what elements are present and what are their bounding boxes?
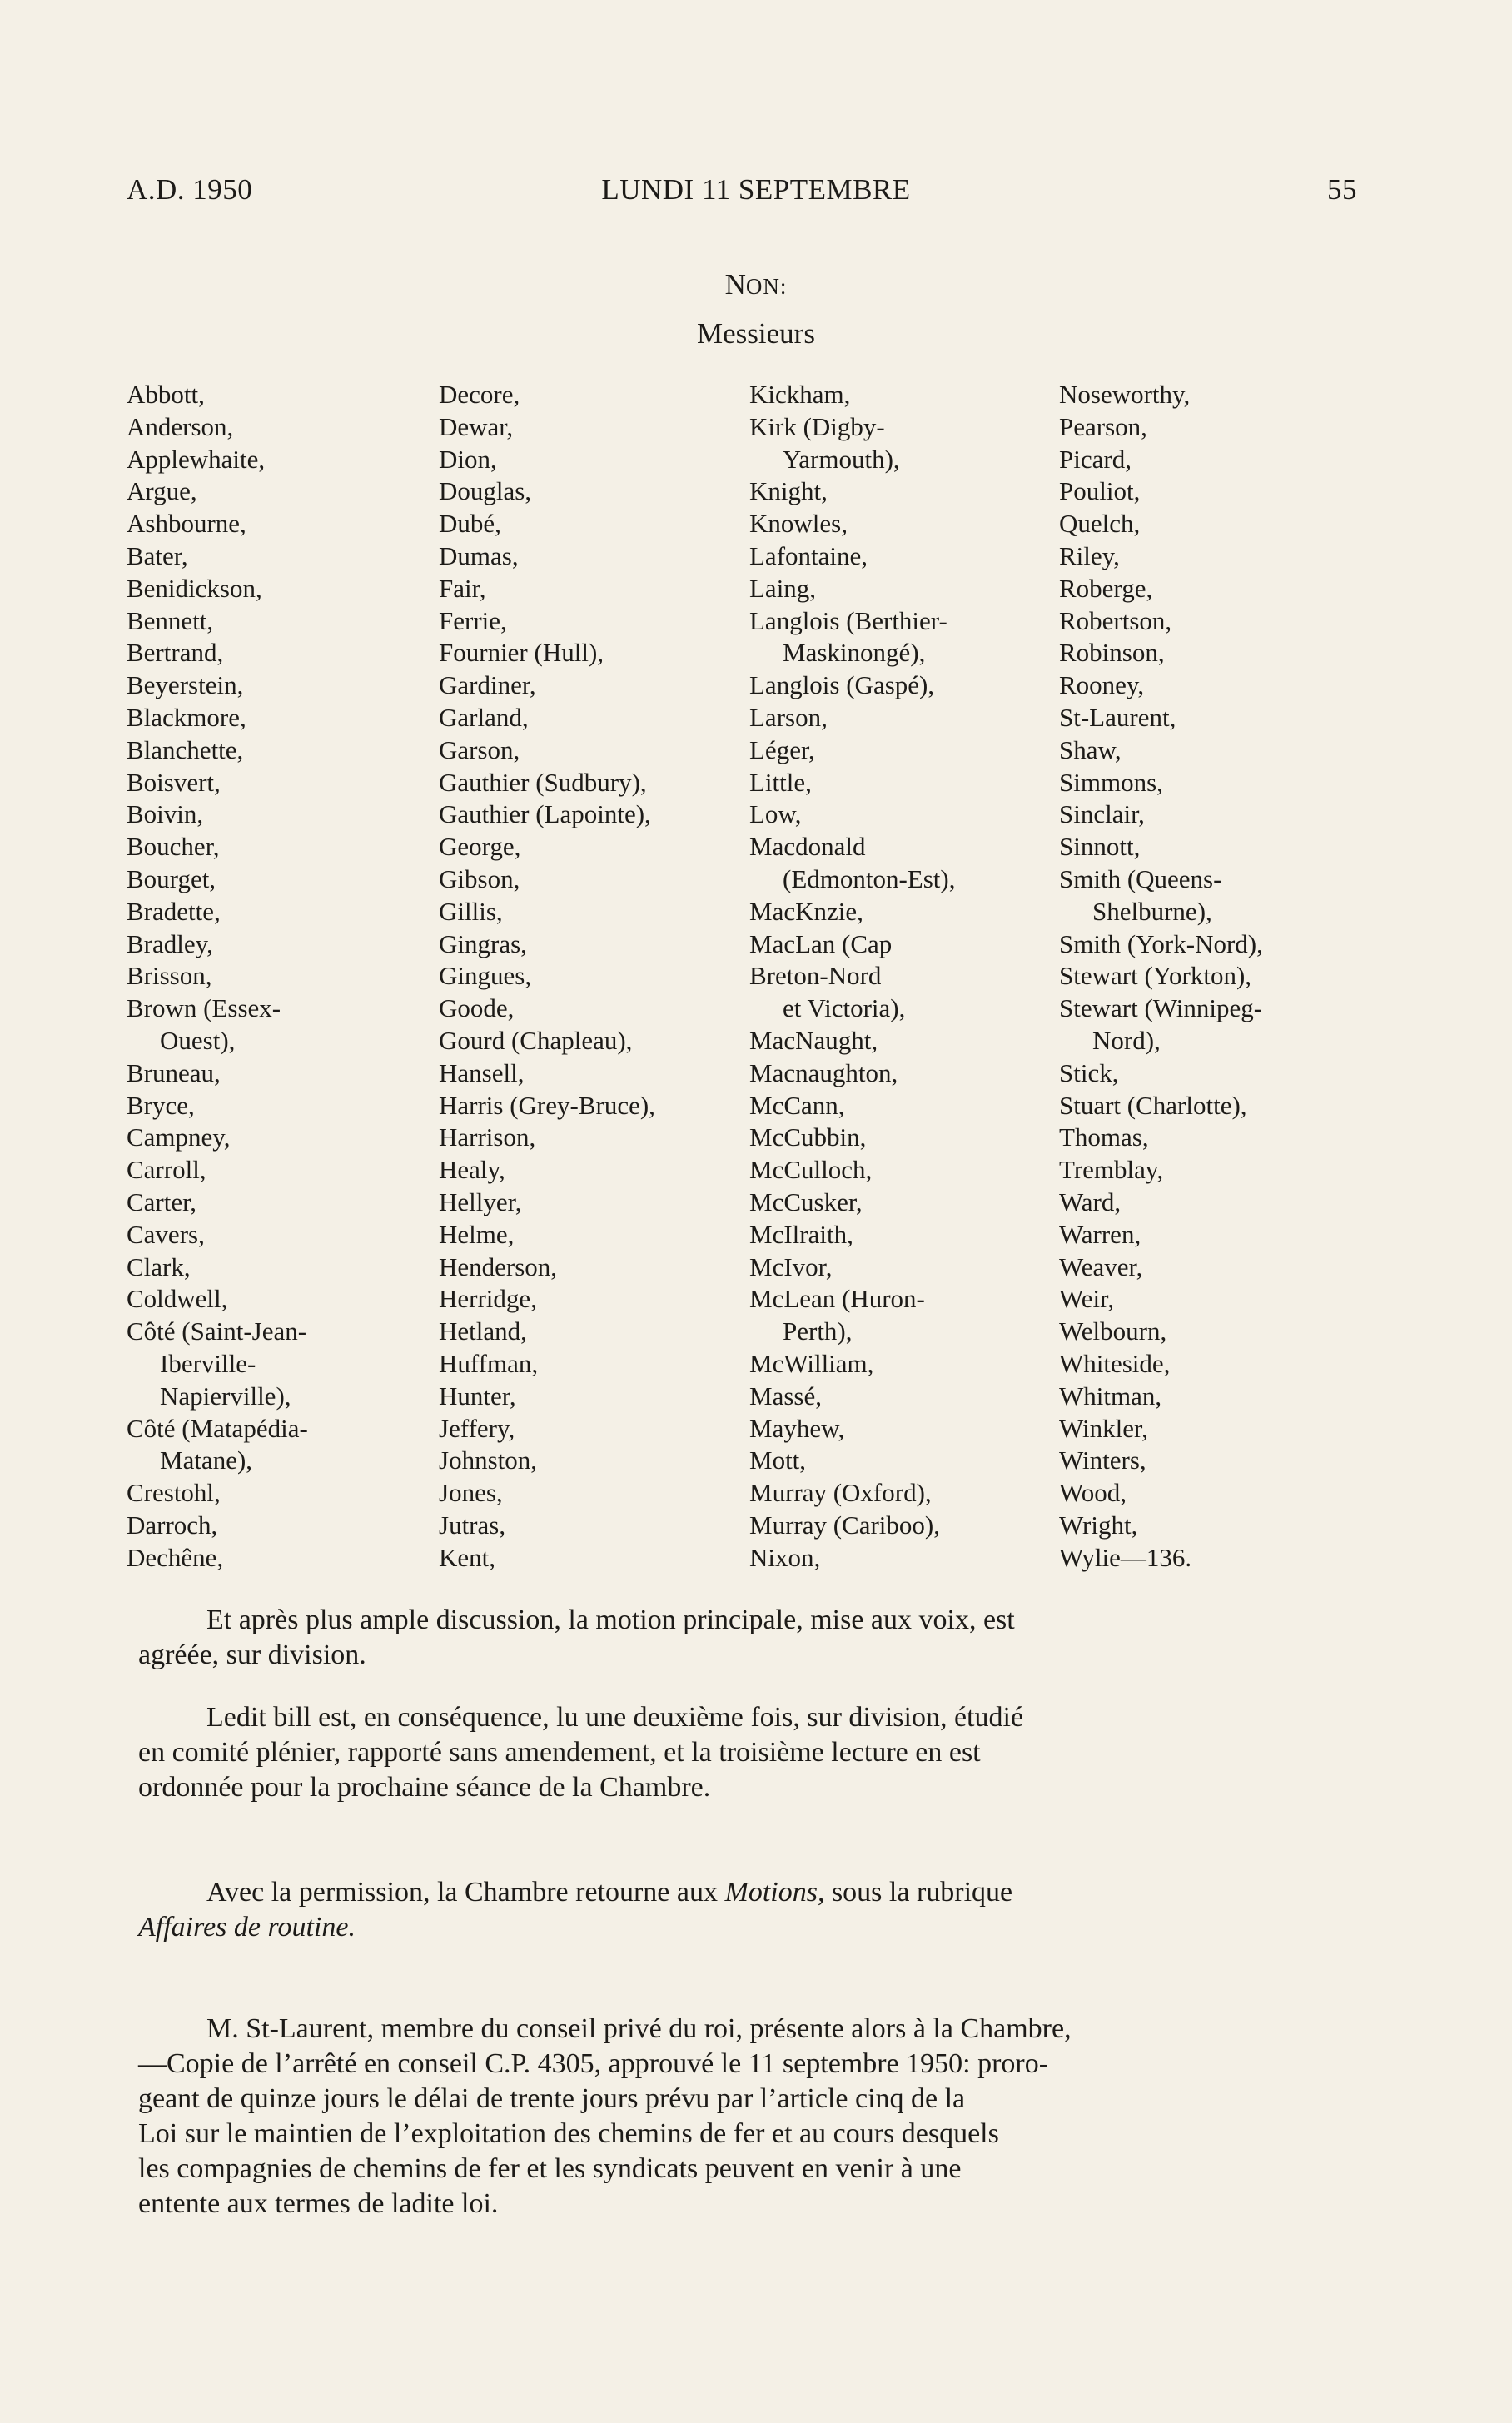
member-name: Rooney, (1059, 670, 1145, 700)
messieurs-heading: Messieurs (697, 317, 815, 350)
member-name: Fair, (439, 573, 486, 603)
member-name: Breton-Nord (749, 961, 882, 991)
member-name: Pouliot, (1059, 476, 1141, 506)
member-name: Bater, (127, 540, 188, 570)
text-run: Avec la permission, la Chambre retourne aux (206, 1877, 725, 1908)
paragraph-line: geant de quinze jours le délai de trente jours prévu par l’article cinq de la (138, 2083, 966, 2114)
member-name: Hunter, (439, 1381, 516, 1411)
member-name: MacLan (Cap (749, 928, 893, 958)
member-name: Roberge, (1059, 573, 1153, 603)
member-name: Noseworthy, (1059, 380, 1191, 409)
member-name: Ashbourne, (127, 509, 246, 539)
member-name: Dion, (439, 444, 497, 474)
member-name: Gauthier (Sudbury), (439, 767, 647, 797)
member-name: Langlois (Berthier- (749, 605, 947, 635)
member-name: McWilliam, (749, 1348, 874, 1378)
member-name: Jones, (439, 1478, 503, 1508)
member-name: Wylie—136. (1059, 1542, 1192, 1572)
member-name: Warren, (1059, 1219, 1141, 1249)
member-name: Kent, (439, 1542, 496, 1572)
member-name: Gibson, (439, 863, 520, 893)
member-name: Dechêne, (127, 1542, 224, 1572)
member-name: Dewar, (439, 411, 514, 441)
paragraph-line: Loi sur le maintien de l’exploitation des chemins de fer et au cours desquels (138, 2118, 999, 2149)
member-name: Wright, (1059, 1510, 1138, 1540)
vote-heading-rest: ON: (745, 274, 788, 299)
member-name: Weir, (1059, 1284, 1114, 1314)
member-name: McCubbin, (749, 1122, 867, 1152)
member-name: Blanchette, (127, 734, 244, 764)
member-name: Nixon, (749, 1542, 821, 1572)
member-name: Tremblay, (1059, 1155, 1164, 1185)
member-name: Winkler, (1059, 1413, 1148, 1443)
member-name: Thomas, (1059, 1122, 1149, 1152)
paragraph-order-in-council (138, 2012, 1369, 2221)
member-name: MacKnzie, (749, 896, 863, 926)
member-name: Dubé, (439, 509, 501, 539)
member-name: Mayhew, (749, 1413, 845, 1443)
paragraph-routine-business (138, 1875, 1369, 1945)
paragraph-line: M. St-Laurent, membre du conseil privé du roi, présente alors à la Chambre, (206, 2013, 1072, 2044)
member-name: Matane), (160, 1445, 253, 1475)
names-column-2 (439, 379, 755, 1574)
member-name: Darroch, (127, 1510, 218, 1540)
paragraph-line: Ledit bill est, en conséquence, lu une deuxième fois, sur division, étudié (206, 1702, 1024, 1733)
member-name: Stewart (Yorkton), (1059, 961, 1252, 991)
member-name: Stuart (Charlotte), (1059, 1090, 1247, 1120)
member-name: Johnston, (439, 1445, 537, 1475)
member-name: Bertrand, (127, 638, 224, 668)
names-column-3 (749, 379, 1066, 1574)
member-name: (Edmonton-Est), (783, 863, 956, 893)
member-name: Laing, (749, 573, 817, 603)
member-name: Coldwell, (127, 1284, 228, 1314)
text-run: sous la rubrique (824, 1877, 1013, 1908)
member-name: Beyerstein, (127, 670, 244, 700)
member-name: Léger, (749, 734, 815, 764)
member-name: Bruneau, (127, 1057, 221, 1087)
member-name: McCulloch, (749, 1155, 873, 1185)
member-name: McIlraith, (749, 1219, 853, 1249)
header-date: LUNDI 11 SEPTEMBRE (601, 173, 911, 206)
member-name: Huffman, (439, 1348, 539, 1378)
member-name: Smith (Queens- (1059, 863, 1222, 893)
member-name: Mott, (749, 1445, 807, 1475)
member-name: Hansell, (439, 1057, 525, 1087)
member-name: Perth), (783, 1316, 853, 1346)
member-name: Macdonald (749, 832, 866, 862)
member-name: Napierville), (160, 1381, 291, 1411)
member-name: Kirk (Digby- (749, 411, 885, 441)
member-name: Wood, (1059, 1478, 1127, 1508)
paragraph-line: Et après plus ample discussion, la motion principale, mise aux voix, est (206, 1605, 1015, 1635)
paragraph-line: —Copie de l’arrêté en conseil C.P. 4305, approuvé le 11 septembre 1950: proro- (138, 2048, 1049, 2079)
member-name: Quelch, (1059, 509, 1141, 539)
member-name: Decore, (439, 380, 520, 409)
header-year: A.D. 1950 (127, 173, 253, 206)
member-name: McIvor, (749, 1251, 833, 1281)
member-name: Carroll, (127, 1155, 206, 1185)
member-name: Lafontaine, (749, 540, 868, 570)
member-name: Pearson, (1059, 411, 1147, 441)
paragraph-line: agréée, sur division. (138, 1639, 366, 1670)
member-name: Bryce, (127, 1090, 195, 1120)
member-name: Côté (Matapédia- (127, 1413, 308, 1443)
member-name: Winters, (1059, 1445, 1146, 1475)
member-name: Gardiner, (439, 670, 536, 700)
page-header (0, 173, 1512, 215)
member-name: Yarmouth), (783, 444, 900, 474)
member-name: et Victoria), (783, 993, 906, 1023)
names-column-4 (1059, 379, 1375, 1574)
member-name: Boisvert, (127, 767, 221, 797)
member-name: Stewart (Winnipeg- (1059, 993, 1263, 1023)
member-name: Abbott, (127, 380, 205, 409)
member-name: Iberville- (160, 1348, 256, 1378)
member-name: Langlois (Gaspé), (749, 670, 935, 700)
italic-motions: Motions, (724, 1877, 825, 1908)
paragraph-line: en comité plénier, rapporté sans amendement, et la troisième lecture en est (138, 1737, 981, 1768)
member-name: Garland, (439, 702, 529, 732)
member-name: Larson, (749, 702, 828, 732)
member-name: Shelburne), (1092, 896, 1212, 926)
member-name: St-Laurent, (1059, 702, 1176, 732)
member-name: Côté (Saint-Jean- (127, 1316, 307, 1346)
member-name: Clark, (127, 1251, 191, 1281)
member-name: Whiteside, (1059, 1348, 1171, 1378)
member-name: Goode, (439, 993, 515, 1023)
member-name: Healy, (439, 1155, 505, 1185)
paragraph-motion-agreed (138, 1603, 1369, 1673)
member-name: Carter, (127, 1187, 196, 1216)
member-name: Whitman, (1059, 1381, 1162, 1411)
paragraph-line (138, 1875, 1369, 1910)
member-name: Benidickson, (127, 573, 262, 603)
member-name: Weaver, (1059, 1251, 1143, 1281)
member-name: Smith (York-Nord), (1059, 928, 1263, 958)
member-name: Bradley, (127, 928, 213, 958)
member-name: Low, (749, 799, 802, 829)
member-name: Simmons, (1059, 767, 1163, 797)
member-name: MacNaught, (749, 1025, 878, 1055)
member-name: Harrison, (439, 1122, 536, 1152)
member-name: Blackmore, (127, 702, 246, 732)
member-name: Anderson, (127, 411, 234, 441)
member-name: Nord), (1092, 1025, 1161, 1055)
member-name: Boucher, (127, 832, 220, 862)
member-name: Knowles, (749, 509, 848, 539)
vote-heading (0, 268, 1512, 301)
member-name: Bradette, (127, 896, 221, 926)
member-name: Ferrie, (439, 605, 507, 635)
member-name: Jutras, (439, 1510, 506, 1540)
member-name: Bourget, (127, 863, 216, 893)
member-name: Douglas, (439, 476, 532, 506)
member-name: Maskinongé), (783, 638, 926, 668)
names-columns (0, 379, 1512, 1578)
member-name: Brown (Essex- (127, 993, 281, 1023)
member-name: Ouest), (160, 1025, 236, 1055)
member-name: McCann, (749, 1090, 845, 1120)
member-name: Bennett, (127, 605, 214, 635)
member-name: Gillis, (439, 896, 503, 926)
member-name: Kickham, (749, 380, 851, 409)
member-name: Herridge, (439, 1284, 537, 1314)
paragraph-line: entente aux termes de ladite loi. (138, 2188, 499, 2219)
member-name: Murray (Cariboo), (749, 1510, 940, 1540)
member-name: Argue, (127, 476, 197, 506)
member-name: Knight, (749, 476, 828, 506)
member-name: Riley, (1059, 540, 1120, 570)
member-name: Henderson, (439, 1251, 558, 1281)
member-name: Campney, (127, 1122, 231, 1152)
member-name: Shaw, (1059, 734, 1122, 764)
member-name: McCusker, (749, 1187, 863, 1216)
member-name: Murray (Oxford), (749, 1478, 932, 1508)
member-name: Robinson, (1059, 638, 1165, 668)
member-name: Gourd (Chapleau), (439, 1025, 633, 1055)
member-name: George, (439, 832, 521, 862)
member-name: Helme, (439, 1219, 515, 1249)
member-name: Gauthier (Lapointe), (439, 799, 651, 829)
member-name: Applewhaite, (127, 444, 266, 474)
member-name: Brisson, (127, 961, 212, 991)
vote-heading-initial: N (724, 268, 746, 301)
member-name: Stick, (1059, 1057, 1119, 1087)
member-name: Sinclair, (1059, 799, 1145, 829)
member-name: Cavers, (127, 1219, 205, 1249)
member-name: Harris (Grey-Bruce), (439, 1090, 655, 1120)
member-name: Gingues, (439, 961, 532, 991)
member-name: Hellyer, (439, 1187, 522, 1216)
member-name: Dumas, (439, 540, 519, 570)
member-name: Macnaughton, (749, 1057, 898, 1087)
member-name: Gingras, (439, 928, 527, 958)
page-number: 55 (1327, 173, 1357, 206)
paragraph-line: les compagnies de chemins de fer et les syndicats peuvent en venir à une (138, 2153, 962, 2184)
member-name: Hetland, (439, 1316, 527, 1346)
member-name: Little, (749, 767, 812, 797)
member-name: Sinnott, (1059, 832, 1141, 862)
member-name: Jeffery, (439, 1413, 515, 1443)
names-column-1 (127, 379, 443, 1574)
member-name: Robertson, (1059, 605, 1172, 635)
member-name: Ward, (1059, 1187, 1122, 1216)
member-name: Picard, (1059, 444, 1132, 474)
member-name: McLean (Huron- (749, 1284, 925, 1314)
member-name: Crestohl, (127, 1478, 221, 1508)
member-name: Fournier (Hull), (439, 638, 604, 668)
member-name: Garson, (439, 734, 520, 764)
member-name: Boivin, (127, 799, 204, 829)
italic-routine-affairs: Affaires de routine. (138, 1912, 356, 1943)
member-name: Massé, (749, 1381, 822, 1411)
member-name: Welbourn, (1059, 1316, 1167, 1346)
paragraph-line: ordonnée pour la prochaine séance de la Chambre. (138, 1772, 711, 1803)
paragraph-bill-reading (138, 1700, 1369, 1805)
